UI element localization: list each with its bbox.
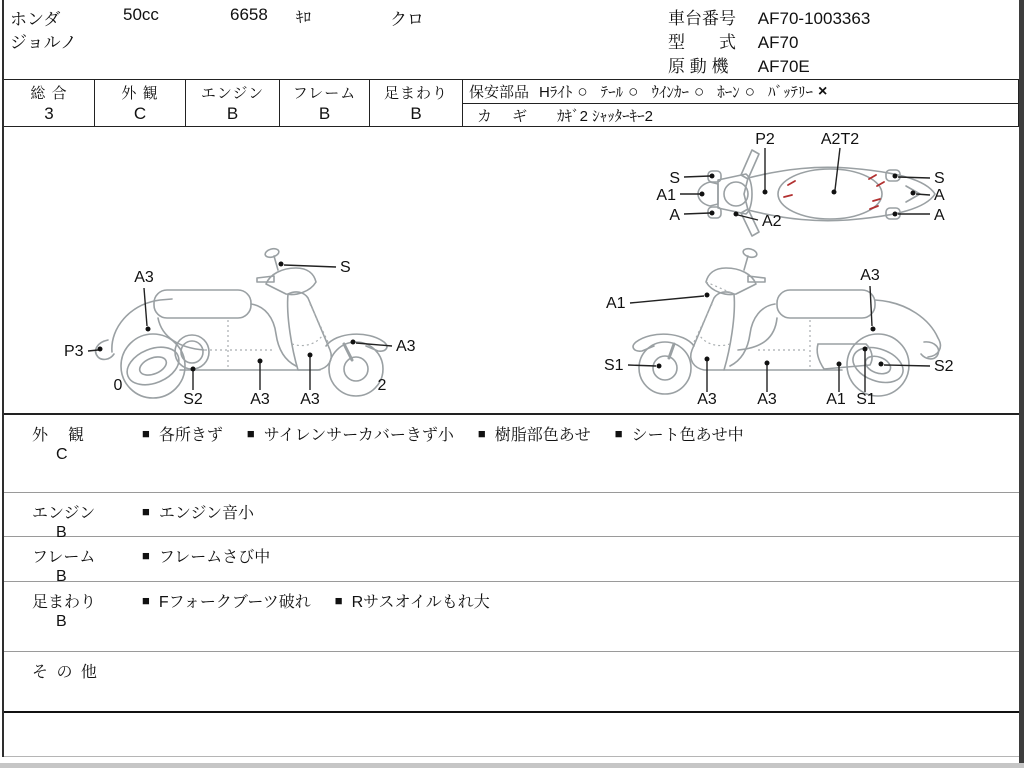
condition-label: 足まわり: [32, 594, 97, 611]
sheet-bottom-border: [0, 763, 1024, 768]
model-name: ジョルノ: [10, 33, 77, 52]
grade-row: [4, 80, 1019, 127]
condition-grade: C: [56, 446, 68, 463]
chassis-number-value: AF70-1003363: [757, 9, 871, 28]
displacement: 50cc: [123, 5, 159, 24]
diagram-label: A3: [757, 391, 777, 408]
condition-label: フレーム: [32, 549, 96, 566]
condition-items: [142, 544, 270, 567]
diagram-area: [4, 127, 1019, 415]
diagram-label: S1: [604, 357, 624, 374]
bullet-square-icon: ■: [142, 504, 150, 519]
diagram-label: A3: [300, 391, 320, 408]
condition-item: サイレンサーカバーきず小: [263, 427, 454, 444]
grade-cell-overall: [4, 80, 95, 126]
diagram-label: A: [934, 207, 945, 224]
color-value: クロ: [390, 10, 424, 29]
condition-item: 各所きず: [158, 427, 223, 444]
grade-value: C: [133, 104, 147, 123]
condition-label: 外 観: [32, 427, 87, 444]
security-parts-label: 保安部品: [469, 84, 530, 101]
chassis-number-row: [668, 4, 870, 29]
security-item-battery: [768, 81, 827, 102]
condition-row-other: [4, 652, 1019, 713]
sheet-left-border: [2, 0, 4, 757]
condition-grade: B: [56, 568, 67, 585]
header-section: [4, 0, 1019, 80]
diagram-label: A1: [826, 391, 846, 408]
grade-cell-engine: [186, 80, 280, 126]
grade-cell-frame: [280, 80, 370, 126]
diagram-label: A: [669, 207, 680, 224]
key-row: [463, 104, 1018, 126]
engine-code-row: [668, 52, 810, 77]
bullet-square-icon: ■: [614, 426, 623, 441]
status-ok-icon: ○: [693, 81, 705, 101]
empty-footer-row: [4, 714, 1019, 757]
mileage-value: 6658: [230, 5, 268, 24]
condition-items: [142, 589, 490, 612]
security-item-name: ﾎｰﾝ: [717, 84, 740, 101]
diagram-label: S: [934, 170, 945, 187]
condition-grade: B: [56, 613, 67, 630]
security-item-horn: [717, 81, 755, 102]
condition-item: Rサスオイルもれ大: [351, 594, 490, 611]
bullet-square-icon: ■: [334, 593, 343, 608]
security-item-name: ﾊﾞｯﾃﾘｰ: [768, 84, 814, 101]
security-item-name: ﾃｰﾙ: [600, 84, 624, 101]
model-code-value: AF70: [757, 33, 799, 52]
right-side-view-diagram: [60, 244, 490, 414]
grade-label: エンジン: [200, 85, 265, 102]
diagram-label: A3: [860, 267, 880, 284]
condition-row-frame: [4, 537, 1019, 585]
diagram-label: A3: [396, 338, 416, 355]
left-side-view-diagram: [598, 244, 1024, 414]
bullet-square-icon: ■: [142, 548, 150, 563]
diagram-label: S1: [856, 391, 876, 408]
condition-item: Fフォークブーツ破れ: [158, 594, 311, 611]
scooter-outline: [698, 150, 935, 236]
grade-value: B: [318, 104, 331, 123]
model-code-label: 型 式: [668, 33, 736, 52]
status-ok-icon: ○: [628, 81, 639, 101]
diagram-label: A3: [250, 391, 270, 408]
mileage-unit: ｷﾛ: [296, 9, 312, 26]
engine-code-label: 原 動 機: [668, 57, 729, 76]
condition-row-exterior: [4, 415, 1019, 493]
security-item-name: Hﾗｲﾄ: [539, 84, 573, 101]
diagram-label: A1: [656, 187, 676, 204]
status-ok-icon: ○: [577, 81, 588, 101]
status-ok-icon: ○: [744, 81, 756, 101]
condition-row-undercarriage: [4, 582, 1019, 652]
diagram-label: A: [934, 187, 945, 204]
bullet-square-icon: ■: [142, 593, 150, 608]
security-item-headlight: [539, 81, 588, 102]
bullet-square-icon: ■: [477, 426, 486, 441]
condition-label: そ の 他: [32, 664, 99, 681]
grade-cell-exterior: [95, 80, 186, 126]
diagram-label: 2: [377, 377, 387, 394]
status-ng-icon: ×: [818, 82, 828, 100]
security-parts-row: [463, 80, 1018, 104]
security-parts-box: [463, 80, 1019, 126]
condition-row-engine: [4, 493, 1019, 541]
diagram-label: S2: [934, 358, 954, 375]
grade-label: 外 観: [121, 85, 159, 102]
grade-label: 足まわり: [383, 85, 448, 102]
bullet-square-icon: ■: [246, 426, 255, 441]
diagram-label: S: [340, 259, 351, 276]
condition-item: シート色あせ中: [631, 427, 744, 444]
engine-code-value: AF70E: [757, 57, 810, 76]
security-item-name: ｳｲﾝｶｰ: [651, 84, 689, 101]
top-view-diagram: [648, 130, 958, 238]
condition-grade: B: [56, 524, 67, 541]
condition-items: [142, 500, 254, 523]
diagram-label: A2T2: [820, 131, 860, 148]
grade-label: 総 合: [30, 85, 68, 102]
diagram-label: A3: [697, 391, 717, 408]
sheet-right-border: [1019, 0, 1024, 768]
condition-item: 樹脂部色あせ: [494, 427, 591, 444]
grade-label: フレーム: [292, 85, 357, 102]
diagram-label: P2: [755, 131, 775, 148]
security-item-winker: [651, 81, 704, 102]
grade-cell-undercarriage: [370, 80, 463, 126]
diagram-label: S2: [183, 391, 203, 408]
diagram-label: A3: [134, 269, 154, 286]
condition-items: [142, 422, 744, 445]
security-item-tail: [601, 81, 639, 102]
maker-name: ホンダ: [10, 10, 61, 29]
diagram-label: 0: [113, 377, 123, 394]
grade-value: B: [410, 104, 422, 123]
key-label: カ ギ: [477, 107, 536, 125]
condition-item: エンジン音小: [158, 505, 255, 522]
diagram-label: A1: [606, 295, 626, 312]
grade-value: 3: [44, 104, 54, 123]
diagram-label: P3: [64, 343, 84, 360]
diagram-label: S: [669, 170, 680, 187]
key-value: ｶｷﾞ2 ｼｬｯﾀｰｷｰ2: [557, 107, 654, 125]
bullet-square-icon: ■: [142, 426, 150, 441]
grade-value: B: [226, 104, 239, 123]
chassis-number-label: 車台番号: [668, 9, 736, 28]
scooter-outline: [633, 247, 940, 396]
condition-label: エンジン: [32, 505, 96, 522]
diagram-label: A2: [762, 213, 782, 230]
condition-item: フレームさび中: [158, 549, 271, 566]
model-code-row: [668, 28, 798, 53]
